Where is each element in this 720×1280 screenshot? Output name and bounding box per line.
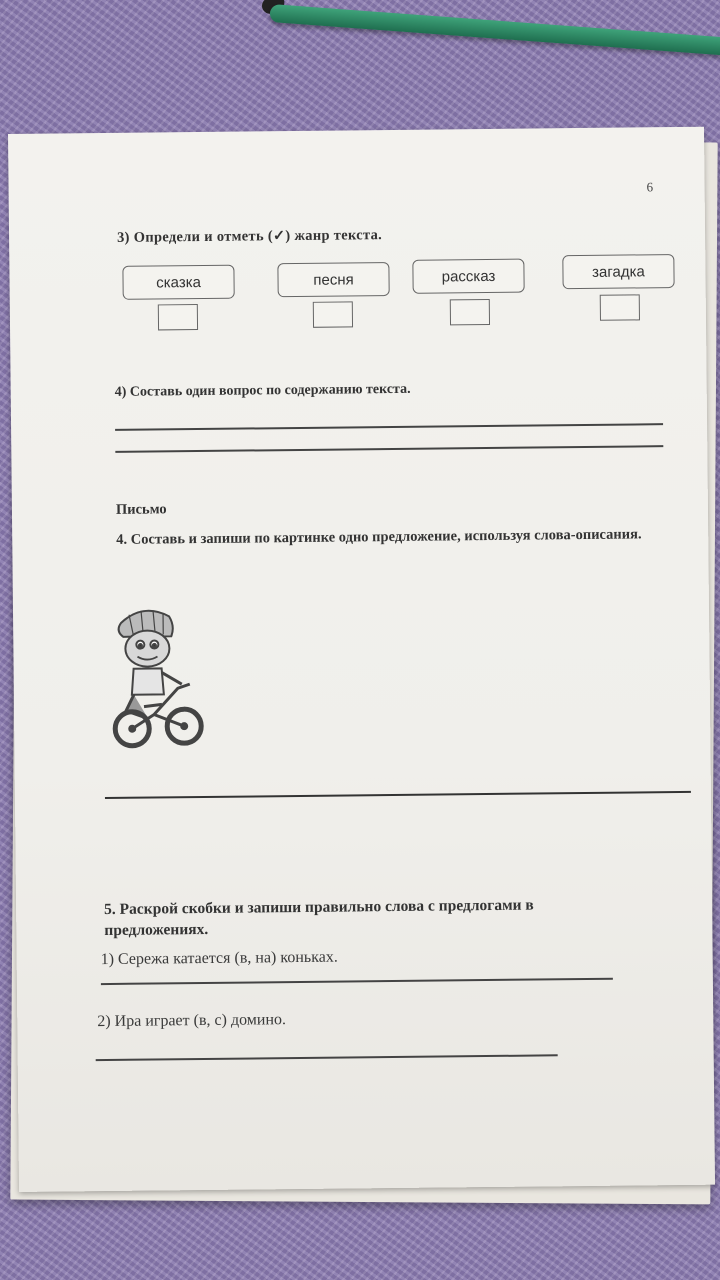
answer-line[interactable] — [105, 791, 691, 799]
checkbox-rasskaz[interactable] — [450, 299, 490, 325]
boy-on-bicycle-icon — [103, 602, 215, 753]
question-4a-title: 4) Составь один вопрос по содержанию текста. — [114, 381, 411, 400]
genre-option-rasskaz: рассказ — [412, 259, 524, 294]
answer-line[interactable] — [101, 978, 613, 985]
checkbox-skazka[interactable] — [158, 304, 198, 330]
page-number: 6 — [646, 179, 654, 195]
sentence-1: 1) Сережа катается (в, на) коньках. — [100, 948, 338, 969]
section-title: Письмо — [115, 501, 167, 518]
genre-option-pesnya: песня — [277, 262, 389, 297]
checkbox-zagadka[interactable] — [600, 294, 640, 320]
checkbox-pesnya[interactable] — [313, 301, 353, 327]
genre-option-skazka: сказка — [122, 265, 234, 300]
answer-line[interactable] — [96, 1054, 558, 1060]
pen — [269, 4, 720, 60]
question-4-title: 4. Составь и запиши по картинке одно предложение, используя слова-описания. — [116, 526, 642, 548]
answer-line[interactable] — [115, 445, 663, 452]
genre-option-zagadka: загадка — [562, 254, 674, 289]
question-5-title: 5. Раскрой скобки и запиши правильно слова с предлогами в предложениях. — [104, 896, 534, 940]
sentence-2: 2) Ира играет (в, с) домино. — [97, 1011, 287, 1031]
answer-line[interactable] — [115, 423, 663, 430]
worksheet-page — [8, 127, 715, 1192]
question-3-title: 3) Определи и отметь (✓) жанр текста. — [117, 227, 383, 246]
